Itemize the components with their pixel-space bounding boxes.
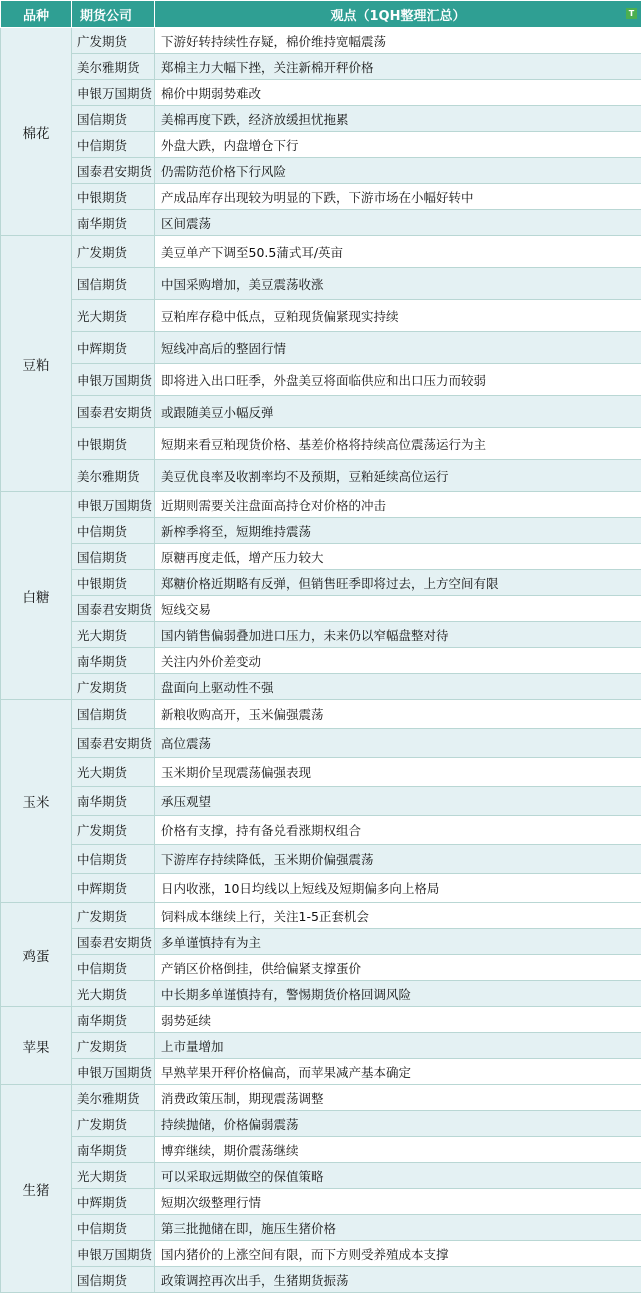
table-row <box>1 622 641 648</box>
company-cell: 光大期货 <box>72 981 155 1007</box>
view-cell: 即将进入出口旺季，外盘美豆将面临供应和出口压力而较弱 <box>155 364 641 396</box>
category-cell: 豆粕 <box>1 236 72 492</box>
table-row <box>1 28 641 54</box>
table-row <box>1 1007 641 1033</box>
table-body <box>1 28 641 1293</box>
table-row <box>1 1267 641 1293</box>
table-row <box>1 1163 641 1189</box>
company-cell: 南华期货 <box>72 648 155 674</box>
view-cell: 国内销售偏弱叠加进口压力，未来仍以窄幅盘整对待 <box>155 622 641 648</box>
company-cell: 国泰君安期货 <box>72 729 155 758</box>
table-row <box>1 929 641 955</box>
category-cell: 玉米 <box>1 700 72 903</box>
table-row <box>1 544 641 570</box>
view-cell: 区间震荡 <box>155 210 641 236</box>
table-row <box>1 268 641 300</box>
table-row <box>1 236 641 268</box>
table-row <box>1 460 641 492</box>
view-cell: 价格有支撑，持有备兑看涨期权组合 <box>155 816 641 845</box>
company-cell: 中信期货 <box>72 845 155 874</box>
view-cell: 下游好转持续性存疑，棉价维持宽幅震荡 <box>155 28 641 54</box>
company-cell: 光大期货 <box>72 758 155 787</box>
company-cell: 国泰君安期货 <box>72 596 155 622</box>
table-row <box>1 492 641 518</box>
view-cell: 多单谨慎持有为主 <box>155 929 641 955</box>
view-cell: 玉米期价呈现震荡偏强表现 <box>155 758 641 787</box>
company-cell: 中辉期货 <box>72 874 155 903</box>
view-cell: 产成品库存出现较为明显的下跌，下游市场在小幅好转中 <box>155 184 641 210</box>
table-row <box>1 1215 641 1241</box>
header-company: 期货公司 <box>72 1 155 28</box>
company-cell: 中信期货 <box>72 1215 155 1241</box>
view-cell: 棉价中期弱势难改 <box>155 80 641 106</box>
view-cell: 政策调控再次出手，生猪期货振荡 <box>155 1267 641 1293</box>
view-cell: 中长期多单谨慎持有，警惕期货价格回调风险 <box>155 981 641 1007</box>
company-cell: 中银期货 <box>72 428 155 460</box>
view-cell: 郑糖价格近期略有反弹，但销售旺季即将过去，上方空间有限 <box>155 570 641 596</box>
table-row <box>1 184 641 210</box>
table-row <box>1 428 641 460</box>
table-row <box>1 648 641 674</box>
table-row <box>1 158 641 184</box>
company-cell: 南华期货 <box>72 787 155 816</box>
view-cell: 新粮收购高开，玉米偏强震荡 <box>155 700 641 729</box>
table-row <box>1 570 641 596</box>
company-cell: 中辉期货 <box>72 332 155 364</box>
company-cell: 光大期货 <box>72 622 155 648</box>
view-cell: 豆粕库存稳中低点，豆粕现货偏紧现实持续 <box>155 300 641 332</box>
company-cell: 国泰君安期货 <box>72 396 155 428</box>
table-tool-icon[interactable]: T <box>626 8 637 19</box>
view-cell: 高位震荡 <box>155 729 641 758</box>
company-cell: 申银万国期货 <box>72 80 155 106</box>
table-row <box>1 1111 641 1137</box>
view-cell: 仍需防范价格下行风险 <box>155 158 641 184</box>
table-row <box>1 210 641 236</box>
table-header-row <box>1 1 641 28</box>
table-row <box>1 845 641 874</box>
company-cell: 国泰君安期货 <box>72 929 155 955</box>
view-cell: 近期则需要关注盘面高持仓对价格的冲击 <box>155 492 641 518</box>
view-cell: 国内猪价的上涨空间有限，而下方则受养殖成本支撑 <box>155 1241 641 1267</box>
table-row <box>1 674 641 700</box>
company-cell: 光大期货 <box>72 1163 155 1189</box>
table-row <box>1 874 641 903</box>
company-cell: 广发期货 <box>72 816 155 845</box>
view-cell: 盘面向上驱动性不强 <box>155 674 641 700</box>
company-cell: 广发期货 <box>72 1111 155 1137</box>
table-row <box>1 300 641 332</box>
view-cell: 原糖再度走低，增产压力较大 <box>155 544 641 570</box>
view-cell: 消费政策压制，期现震荡调整 <box>155 1085 641 1111</box>
header-view <box>155 1 641 28</box>
view-cell: 郑棉主力大幅下挫，关注新棉开秤价格 <box>155 54 641 80</box>
table-row <box>1 729 641 758</box>
table-row <box>1 1137 641 1163</box>
table-row <box>1 396 641 428</box>
company-cell: 中辉期货 <box>72 1189 155 1215</box>
company-cell: 广发期货 <box>72 236 155 268</box>
view-cell: 产销区价格倒挂，供给偏紧支撑蛋价 <box>155 955 641 981</box>
company-cell: 申银万国期货 <box>72 364 155 396</box>
view-cell: 弱势延续 <box>155 1007 641 1033</box>
company-cell: 申银万国期货 <box>72 1241 155 1267</box>
company-cell: 广发期货 <box>72 903 155 929</box>
company-cell: 美尔雅期货 <box>72 460 155 492</box>
table-row <box>1 1033 641 1059</box>
company-cell: 中信期货 <box>72 518 155 544</box>
company-cell: 美尔雅期货 <box>72 1085 155 1111</box>
table-row <box>1 903 641 929</box>
view-cell: 早熟苹果开秤价格偏高，而苹果减产基本确定 <box>155 1059 641 1085</box>
company-cell: 中信期货 <box>72 132 155 158</box>
company-cell: 广发期货 <box>72 28 155 54</box>
view-cell: 美豆优良率及收割率均不及预期，豆粕延续高位运行 <box>155 460 641 492</box>
table-row <box>1 596 641 622</box>
header-category: 品种 <box>1 1 72 28</box>
view-cell: 外盘大跌，内盘增仓下行 <box>155 132 641 158</box>
table-row <box>1 80 641 106</box>
view-cell: 短期来看豆粕现货价格、基差价格将持续高位震荡运行为主 <box>155 428 641 460</box>
table-row <box>1 981 641 1007</box>
table-row <box>1 816 641 845</box>
view-cell: 可以采取远期做空的保值策略 <box>155 1163 641 1189</box>
company-cell: 中银期货 <box>72 570 155 596</box>
table-row <box>1 132 641 158</box>
view-cell: 关注内外价差变动 <box>155 648 641 674</box>
table-row <box>1 700 641 729</box>
view-cell: 短线交易 <box>155 596 641 622</box>
company-cell: 国信期货 <box>72 700 155 729</box>
company-cell: 申银万国期货 <box>72 492 155 518</box>
table-row <box>1 1189 641 1215</box>
company-cell: 南华期货 <box>72 1137 155 1163</box>
company-cell: 国信期货 <box>72 1267 155 1293</box>
table-row <box>1 1085 641 1111</box>
company-cell: 广发期货 <box>72 1033 155 1059</box>
company-cell: 申银万国期货 <box>72 1059 155 1085</box>
table-row <box>1 787 641 816</box>
view-cell: 持续抛储，价格偏弱震荡 <box>155 1111 641 1137</box>
category-cell: 棉花 <box>1 28 72 236</box>
view-cell: 短线冲高后的整固行情 <box>155 332 641 364</box>
table-row <box>1 364 641 396</box>
view-cell: 承压观望 <box>155 787 641 816</box>
company-cell: 南华期货 <box>72 210 155 236</box>
view-cell: 中国采购增加，美豆震荡收涨 <box>155 268 641 300</box>
table-row <box>1 758 641 787</box>
view-cell: 日内收涨，10日均线以上短线及短期偏多向上格局 <box>155 874 641 903</box>
table-row <box>1 518 641 544</box>
company-cell: 国泰君安期货 <box>72 158 155 184</box>
company-cell: 南华期货 <box>72 1007 155 1033</box>
category-cell: 白糖 <box>1 492 72 700</box>
company-cell: 光大期货 <box>72 300 155 332</box>
company-cell: 广发期货 <box>72 674 155 700</box>
view-cell: 美棉再度下跌，经济放缓担忧拖累 <box>155 106 641 132</box>
view-cell: 博弈继续，期价震荡继续 <box>155 1137 641 1163</box>
category-cell: 生猪 <box>1 1085 72 1293</box>
view-cell: 下游库存持续降低，玉米期价偏强震荡 <box>155 845 641 874</box>
view-cell: 上市量增加 <box>155 1033 641 1059</box>
view-cell: 饲料成本继续上行，关注1-5正套机会 <box>155 903 641 929</box>
company-cell: 国信期货 <box>72 268 155 300</box>
table-row <box>1 955 641 981</box>
view-cell: 或跟随美豆小幅反弹 <box>155 396 641 428</box>
category-cell: 鸡蛋 <box>1 903 72 1007</box>
category-cell: 苹果 <box>1 1007 72 1085</box>
company-cell: 国信期货 <box>72 544 155 570</box>
table-row <box>1 1059 641 1085</box>
header-view-label: 观点（1QH整理汇总） <box>331 9 466 24</box>
company-cell: 国信期货 <box>72 106 155 132</box>
view-cell: 美豆单产下调至50.5蒲式耳/英亩 <box>155 236 641 268</box>
view-cell: 短期次级整理行情 <box>155 1189 641 1215</box>
table-row <box>1 54 641 80</box>
view-cell: 第三批抛储在即，施压生猪价格 <box>155 1215 641 1241</box>
company-cell: 中银期货 <box>72 184 155 210</box>
company-cell: 美尔雅期货 <box>72 54 155 80</box>
view-cell: 新榨季将至，短期维持震荡 <box>155 518 641 544</box>
table-row <box>1 106 641 132</box>
table-row <box>1 1241 641 1267</box>
table-row <box>1 332 641 364</box>
company-cell: 中信期货 <box>72 955 155 981</box>
